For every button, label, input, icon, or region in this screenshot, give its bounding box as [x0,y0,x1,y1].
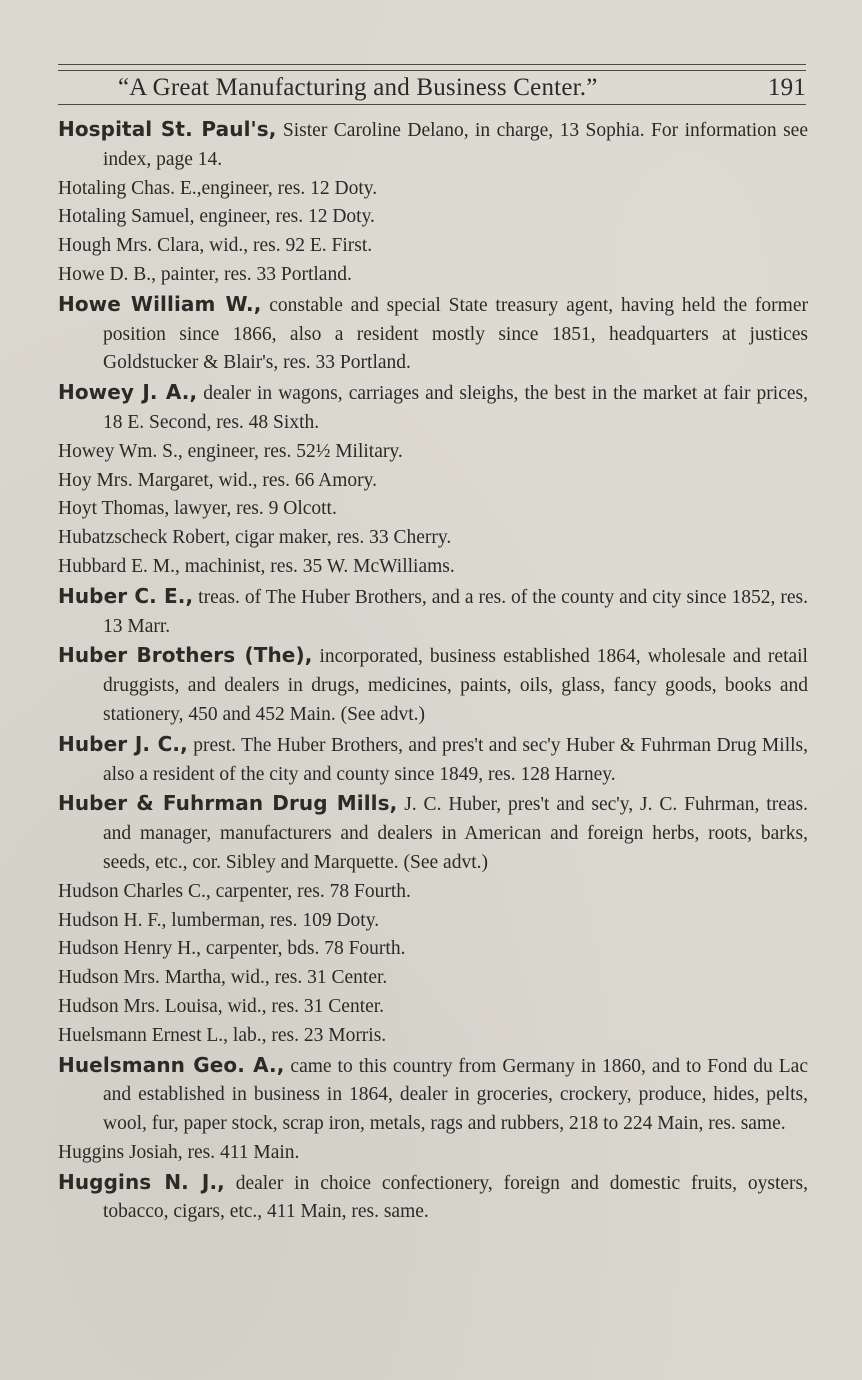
entry-name: Howey J. A., [58,380,198,405]
directory-entry [58,467,808,496]
directory-entry [58,582,808,642]
entry-text: Hudson Mrs. Louisa, wid., res. 31 Center. [58,995,385,1017]
entry-text: Hough Mrs. Clara, wid., res. 92 E. First. [58,235,373,257]
running-title: “A Great Manufacturing and Business Center.” [118,74,598,101]
page-number: 191 [767,74,806,101]
directory-entry [58,438,808,467]
entry-text: Huggins Josiah, res. 411 Main. [58,1141,300,1163]
entry-name: Huber Brothers (The), [58,643,313,668]
entry-name: Huber C. E., [58,583,194,608]
entry-text: Hoyt Thomas, lawyer, res. 9 Olcott. [58,498,337,520]
entry-text: Huelsmann Ernest L., lab., res. 23 Morris. [58,1024,387,1046]
entry-text: incorporated, business established 1864, wholesale and retail druggists, and dealers in drugs, medicines, paints, oils, glass, fancy goods, books and stationery, 450 and 452 Main. (See advt.) [103,646,808,725]
directory-entry [58,378,808,438]
directory-entry [58,524,808,553]
entry-name: Huelsmann Geo. A., [58,1052,285,1077]
directory-entry [58,203,808,232]
directory-entry [58,1051,808,1139]
entry-text: constable and special State treasury agent, having held the former position since 1866, also a resident mostly since 1851, headquarters at justices Goldstucker & Blair's, res. 33 Portland. [103,294,808,374]
entry-text: Hotaling Samuel, engineer, res. 12 Doty. [58,206,375,228]
directory-entry [58,175,808,204]
entry-text: Hubatzscheck Robert, cigar maker, res. 33 Cherry. [58,527,452,549]
entry-text: prest. The Huber Brothers, and pres't and sec'y Huber & Fuhrman Drug Mills, also a resident of the city and county since 1849, res. 128 Harney. [103,734,808,785]
entry-name: Hospital St. Paul's, [58,117,277,141]
header-top-rule [58,64,806,65]
directory-entry [58,261,808,290]
directory-entry [58,495,808,524]
entry-text: dealer in wagons, carriages and sleighs, the best in the market at fair prices, 18 E. Second, res. 48 Sixth. [103,383,808,433]
entry-text: Hubbard E. M., machinist, res. 35 W. McWilliams. [58,555,455,577]
directory-entry [58,907,808,936]
directory-entry [58,789,808,877]
directory-entries [58,115,808,1227]
directory-entry [58,232,808,261]
entry-text: Hudson Mrs. Martha, wid., res. 31 Center. [58,967,388,989]
entry-text: Sister Caroline Delano, in charge, 13 Sophia. For information see index, page 14. [103,120,808,170]
entry-text: came to this country from Germany in 1860, and to Fond du Lac and established in business in 1864, dealer in groceries, crockery, produce, hides, pelts, wool, fur, paper stock, scrap iron, metals, rags and rubbers, 218 to 224 Main, res. same. [103,1055,808,1135]
directory-entry [58,553,808,582]
directory-entry [58,290,808,378]
directory-entry [58,935,808,964]
entry-text: Hoy Mrs. Margaret, wid., res. 66 Amory. [58,469,377,491]
running-header [58,70,806,102]
entry-text: dealer in choice confectionery, foreign and domestic fruits, oysters, tobacco, cigars, etc., 411 Main, res. same. [103,1172,808,1223]
entry-name: Huber & Fuhrman Drug Mills, [58,791,398,816]
entry-text: Howe D. B., painter, res. 33 Portland. [58,263,352,285]
header-bottom-rule [58,104,806,105]
directory-entry [58,641,808,729]
entry-text: Hudson Charles C., carpenter, res. 78 Fourth. [58,880,411,902]
entry-text: J. C. Huber, pres't and sec'y, J. C. Fuhrman, treas. and manager, manufacturers and dealers in American and foreign herbs, roots, barks, seeds, etc., cor. Sibley and Marquette. (See advt.) [103,794,808,873]
entry-name: Howe William W., [58,291,262,316]
directory-entry [58,730,808,790]
directory-entry [58,115,808,175]
entry-name: Huber J. C., [58,731,188,756]
directory-entry [58,964,808,993]
entry-text: Hudson H. F., lumberman, res. 109 Doty. [58,909,380,931]
directory-entry [58,1168,808,1228]
entry-text: Howey Wm. S., engineer, res. 52½ Military. [58,440,403,462]
directory-entry [58,878,808,907]
directory-entry [58,1139,808,1168]
directory-entry [58,1022,808,1051]
entry-text: treas. of The Huber Brothers, and a res. of the county and city since 1852, res. 13 Marr. [103,586,808,637]
entry-name: Huggins N. J., [58,1169,225,1194]
entry-text: Hudson Henry H., carpenter, bds. 78 Fourth. [58,938,406,960]
directory-entry [58,993,808,1022]
entry-text: Hotaling Chas. E.,engineer, res. 12 Doty. [58,177,378,199]
